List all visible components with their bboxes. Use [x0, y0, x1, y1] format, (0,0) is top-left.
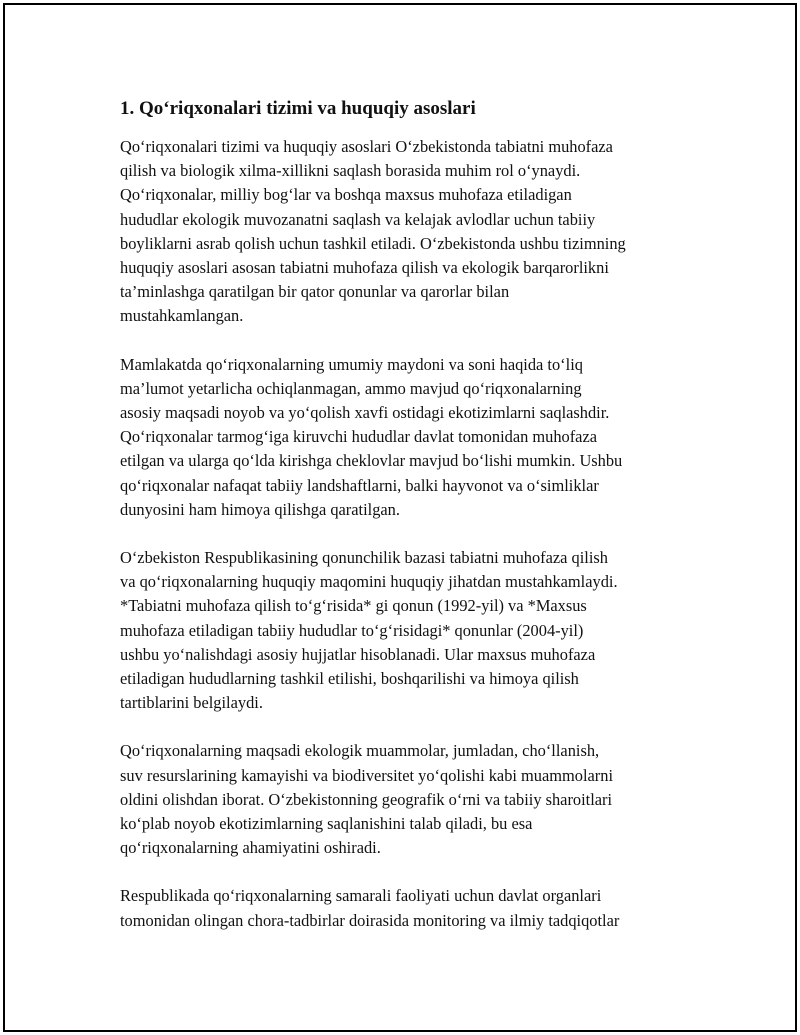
paragraph-line: Mamlakatda qo‘riqxonalarning umumiy maydoni va soni haqida to‘liq — [120, 354, 583, 374]
paragraph-5 — [120, 884, 690, 932]
paragraph-line: suv resurslarining kamayishi va biodiversitet yo‘qolishi kabi muammolarni — [120, 765, 613, 785]
paragraph-line: Qo‘riqxonalar, milliy bog‘lar va boshqa maxsus muhofaza etiladigan — [120, 185, 572, 205]
document-body — [120, 95, 690, 957]
paragraph-line: hududlar ekologik muvozanatni saqlash va kelajak avlodlar uchun tabiiy — [120, 209, 596, 229]
paragraph-line: qilish va biologik xilma-xillikni saqlash borasida muhim rol o‘ynaydi. — [120, 161, 581, 181]
paragraph-line: etiladigan hududlarning tashkil etilishi, boshqarilishi va himoya qilish — [120, 669, 579, 689]
paragraph-line: O‘zbekiston Respublikasining qonunchilik bazasi tabiatni muhofaza qilish — [120, 548, 608, 568]
section-heading: 1. Qo‘riqxonalari tizimi va huquqiy asoslari — [120, 98, 476, 119]
paragraph-line: tomonidan olingan chora-tadbirlar doirasida monitoring va ilmiy tadqiqotlar — [120, 910, 620, 930]
paragraph-line: mustahkamlangan. — [120, 306, 244, 326]
paragraph-line: boyliklarni asrab qolish uchun tashkil etiladi. O‘zbekistonda ushbu tizimning — [120, 233, 626, 253]
paragraph-line: ushbu yo‘nalishdagi asosiy hujjatlar hisoblanadi. Ular maxsus muhofaza — [120, 644, 596, 664]
paragraph-line: Qo‘riqxonalari tizimi va huquqiy asoslari O‘zbekistonda tabiatni muhofaza — [120, 137, 613, 156]
paragraph-line: asosiy maqsadi noyob va yo‘qolish xavfi ostidagi ekotizimlarni saqlashdir. — [120, 403, 610, 423]
paragraph-line: qo‘riqxonalarning ahamiyatini oshiradi. — [120, 838, 381, 858]
paragraph-line: dunyosini ham himoya qilishga qaratilgan. — [120, 499, 400, 519]
paragraph-line: Qo‘riqxonalar tarmog‘iga kiruvchi hududlar davlat tomonidan muhofaza — [120, 427, 598, 447]
paragraph-line: ma’lumot yetarlicha ochiqlanmagan, ammo mavjud qo‘riqxonalarning — [120, 378, 582, 398]
paragraph-1 — [120, 135, 690, 329]
paragraph-line: va qo‘riqxonalarning huquqiy maqomini huquqiy jihatdan mustahkamlaydi. — [120, 572, 618, 592]
paragraph-line: tartiblarini belgilaydi. — [120, 693, 263, 713]
paragraph-line: muhofaza etiladigan tabiiy hududlar to‘g‘risidagi* qonunlar (2004-yil) — [120, 620, 584, 640]
paragraph-line: qo‘riqxonalar nafaqat tabiiy landshaftlarni, balki hayvonot va o‘simliklar — [120, 475, 599, 495]
paragraph-line: Respublikada qo‘riqxonalarning samarali faoliyati uchun davlat organlari — [120, 886, 602, 906]
paragraph-3 — [120, 546, 690, 715]
paragraph-line: huquqiy asoslari asosan tabiatni muhofaza qilish va ekologik barqarorlikni — [120, 258, 609, 278]
paragraph-line: Qo‘riqxonalarning maqsadi ekologik muammolar, jumladan, cho‘llanish, — [120, 741, 600, 761]
paragraph-2 — [120, 353, 690, 522]
paragraph-line: ko‘plab noyob ekotizimlarning saqlanishini talab qiladi, bu esa — [120, 814, 533, 834]
paragraph-line: oldini olishdan iborat. O‘zbekistonning geografik o‘rni va tabiiy sharoitlari — [120, 789, 613, 809]
page-frame — [3, 3, 797, 1032]
paragraph-4 — [120, 739, 690, 860]
paragraph-line: ta’minlashga qaratilgan bir qator qonunlar va qarorlar bilan — [120, 282, 510, 302]
paragraph-line: etilgan va ularga qo‘lda kirishga cheklovlar mavjud bo‘lishi mumkin. Ushbu — [120, 451, 623, 471]
paragraph-line: *Tabiatni muhofaza qilish to‘g‘risida* gi qonun (1992-yil) va *Maxsus — [120, 596, 587, 616]
